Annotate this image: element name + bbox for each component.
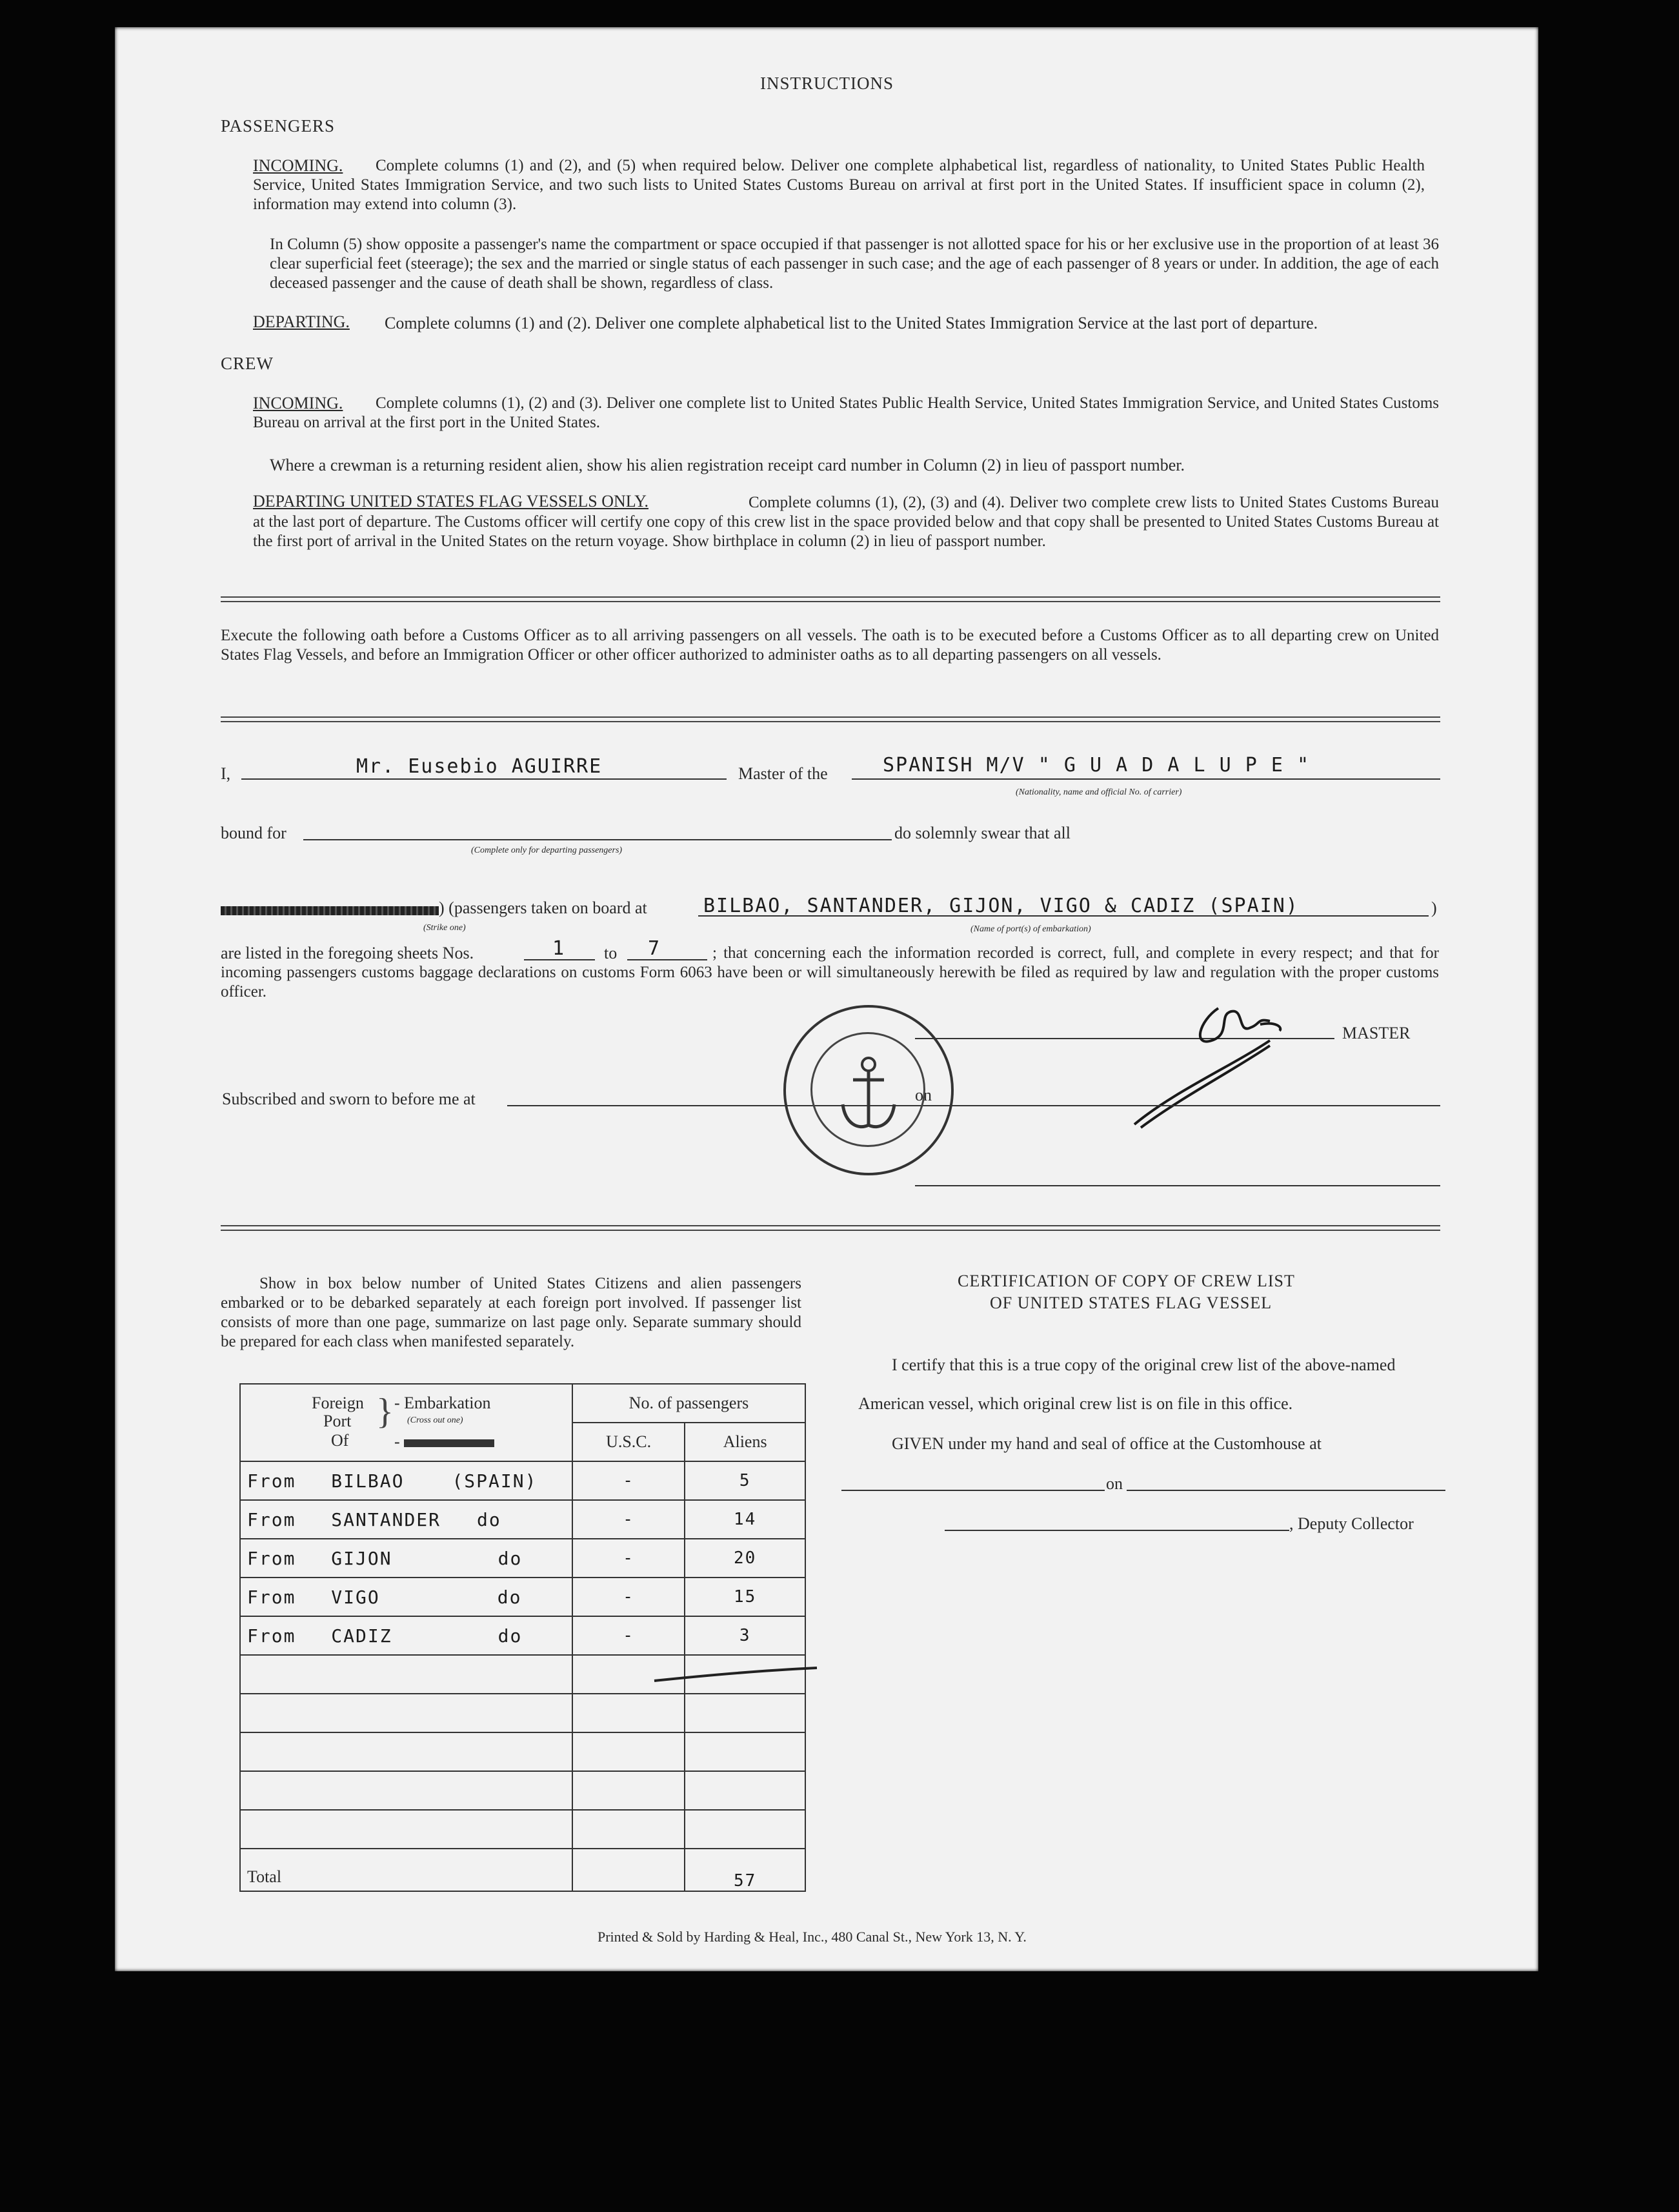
to-label: to <box>604 944 618 962</box>
passengers-incoming-label: INCOMING. <box>253 156 343 175</box>
summary-instructions: Show in box below number of United States Citizens and alien passengers embarked or to be debarked separately at each foreign port involved. If passenger list consists of more than one page, summarize on last page only. Separate summary should be prepared for each class when manifested separately. <box>221 1275 801 1350</box>
crew-incoming-text: Complete columns (1), (2) and (3). Deliver one complete list to United States Public Health Service, United States Immigration Service, and United States Customs Bureau on arrival at the first port in the United States. <box>253 394 1439 431</box>
no-passengers-header: No. of passengers <box>572 1384 805 1423</box>
officer-signature-line <box>915 1185 1440 1186</box>
master-label: MASTER <box>1342 1024 1411 1042</box>
certification-line-2: American vessel, which original crew list is on file in this office. <box>858 1394 1293 1413</box>
passenger-summary-table <box>239 1383 806 1892</box>
row-usc: - <box>572 1539 685 1578</box>
row-aliens: 20 <box>685 1539 805 1578</box>
row-from: From <box>247 1586 296 1608</box>
certification-port-line <box>841 1490 1105 1491</box>
certification-title-1: CERTIFICATION OF COPY OF CREW LIST <box>958 1272 1295 1290</box>
table-row <box>240 1616 805 1655</box>
ship-stamp <box>783 1005 954 1175</box>
correct-text: ; that concerning each the information recorded is correct, full, and complete in every respect; and that for incoming passengers customs baggage declarations on customs Form 6063 have been or will simultaneously herewith be filed as required by law and regulation with the proper customs officer. <box>221 944 1439 1000</box>
row-aliens: 3 <box>685 1616 805 1655</box>
total-label: Total <box>240 1849 572 1891</box>
usc-header: U.S.C. <box>572 1423 685 1461</box>
header-cross-out: (Cross out one) <box>407 1415 463 1425</box>
master-of-label: Master of the <box>738 764 828 783</box>
ports-of-embarkation: BILBAO, SANTANDER, GIJON, VIGO & CADIZ (SPAIN) <box>703 895 1299 917</box>
row-from: From <box>247 1470 296 1492</box>
certification-title-2: OF UNITED STATES FLAG VESSEL <box>990 1294 1272 1312</box>
bound-caption: (Complete only for departing passengers) <box>471 846 623 855</box>
empty-row <box>240 1694 805 1732</box>
row-from: From <box>247 1508 296 1530</box>
swear-text: do solemnly swear that all <box>894 824 1071 842</box>
close-paren: ) <box>1431 898 1437 917</box>
certification-line-3: GIVEN under my hand and seal of office at the Customhouse at <box>892 1434 1322 1453</box>
oath-intro: Execute the following oath before a Customs Officer as to all arriving passengers on all vessels. The oath is to be executed before a Customs Officer as to all departing crew on United States Flag Vessels, and before an Immigration Officer or other officer authorized to administer oaths as to all departing passengers on all vessels. <box>221 627 1439 664</box>
crew-returning-text: Where a crewman is a returning resident alien, show his alien registration receipt card number in Column (2) in lieu of passport number. <box>270 456 1185 474</box>
row-port: CADIZ <box>331 1625 392 1647</box>
passengers-incoming-text: Complete columns (1) and (2), and (5) when required below. Deliver one complete alphabetical list, regardless of nationality, to United States Public Health Service, United States Immigration Service, and two such lists to United States Customs Bureau on arrival at first port in the United States. If insufficient space in column (2), information may extend into column (3). <box>253 157 1425 213</box>
row-from: From <box>247 1625 296 1647</box>
table-row <box>240 1539 805 1578</box>
bound-for-label: bound for <box>221 824 287 842</box>
empty-row <box>240 1810 805 1849</box>
row-aliens: 5 <box>685 1461 805 1500</box>
row-country: do <box>498 1625 523 1647</box>
divider <box>221 596 1440 602</box>
row-port: GIJON <box>331 1547 392 1569</box>
page-title: INSTRUCTIONS <box>760 74 894 93</box>
vessel-caption: (Nationality, name and official No. of carrier) <box>1016 787 1182 797</box>
divider <box>221 716 1440 722</box>
row-port: VIGO <box>331 1586 380 1608</box>
row-port: BILBAO <box>331 1470 405 1492</box>
empty-row <box>240 1732 805 1771</box>
row-country: (SPAIN) <box>452 1470 538 1492</box>
deputy-collector-label: , Deputy Collector <box>1289 1514 1414 1533</box>
row-country: do <box>497 1586 522 1608</box>
table-row <box>240 1500 805 1539</box>
certification-on-label: on <box>1106 1474 1123 1493</box>
subscribed-line <box>507 1105 1440 1106</box>
aliens-header: Aliens <box>685 1423 805 1461</box>
vessel-line <box>852 778 1440 780</box>
header-port: Port <box>323 1412 352 1430</box>
table-row <box>240 1578 805 1616</box>
header-foreign: Foreign <box>312 1394 364 1412</box>
passengers-column5-text: In Column (5) show opposite a passenger's name the compartment or space occupied if that passenger is not allotted space for his or her exclusive use in the proportion of at least 36 clear superficial feet (steerage); the sex and the married or single status of each passenger in such case; and the age of each passenger of 8 years or under. In addition, the age of each deceased passenger and the cause of death shall be shown, regardless of class. <box>270 236 1439 292</box>
row-country: do <box>498 1547 523 1569</box>
total-row <box>240 1849 805 1891</box>
table-row <box>240 1461 805 1500</box>
document-page <box>115 27 1538 1971</box>
listed-text: are listed in the foregoing sheets Nos. <box>221 944 474 962</box>
master-name: Mr. Eusebio AGUIRRE <box>356 755 603 778</box>
row-aliens: 14 <box>685 1500 805 1539</box>
row-usc: - <box>572 1500 685 1539</box>
passengers-heading: PASSENGERS <box>221 116 336 136</box>
crew-incoming-label: INCOMING. <box>253 394 343 412</box>
tally-stroke <box>652 1660 819 1686</box>
row-country: do <box>477 1508 501 1530</box>
on-label: on <box>915 1086 932 1104</box>
divider <box>221 1225 1440 1231</box>
passengers-taken-label: ) (passengers taken on board at <box>439 898 647 917</box>
brace-icon: } <box>376 1392 394 1432</box>
total-aliens: 57 <box>685 1849 805 1891</box>
empty-row <box>240 1771 805 1810</box>
row-usc: - <box>572 1616 685 1655</box>
master-name-line <box>241 778 727 780</box>
ports-caption: (Name of port(s) of embarkation) <box>970 924 1091 934</box>
crew-departing-text: Complete columns (1), (2), (3) and (4). Deliver two complete crew lists to United States Customs Bureau at the last port of departure. The Customs officer will certify one copy of this crew list in the space provided below and that copy shall be presented to United States Customs Bureau at the first port of arrival in the United States on the return voyage. Show birthplace in column (2) in lieu of passport number. <box>253 494 1439 550</box>
passengers-departing-text: Complete columns (1) and (2). Deliver one complete alphabetical list to the United States Immigration Service at the last port of departure. <box>385 314 1318 332</box>
row-port: SANTANDER <box>331 1508 441 1530</box>
certification-line-1: I certify that this is a true copy of the original crew list of the above-named <box>892 1355 1396 1374</box>
sheet-to: 7 <box>648 937 661 960</box>
i-label: I, <box>221 764 231 783</box>
master-signature-icon <box>1121 995 1296 1131</box>
struck-out-text <box>221 906 439 915</box>
struck-debarkation <box>404 1439 494 1447</box>
sheet-from: 1 <box>552 937 566 960</box>
row-usc: - <box>572 1461 685 1500</box>
ports-line <box>698 915 1429 917</box>
vessel-name: SPANISH M/V " G U A D A L U P E " <box>883 754 1311 776</box>
port-header-cell: Foreign Port Of } - Embarkation (Cross out one) - <box>240 1384 572 1461</box>
crew-departing-label: DEPARTING UNITED STATES FLAG VESSELS ONLY. <box>253 492 648 511</box>
passengers-departing-label: DEPARTING. <box>253 312 350 331</box>
printer-footer: Printed & Sold by Harding & Heal, Inc., 480 Canal St., New York 13, N. Y. <box>598 1929 1027 1945</box>
row-aliens: 15 <box>685 1578 805 1616</box>
bound-for-line <box>303 839 892 840</box>
deputy-signature-line <box>945 1530 1289 1531</box>
header-of: Of <box>331 1431 349 1450</box>
row-from: From <box>247 1547 296 1569</box>
strike-caption: (Strike one) <box>423 923 466 933</box>
header-embarkation: - Embarkation <box>394 1394 491 1412</box>
subscribed-label: Subscribed and sworn to before me at <box>222 1090 476 1108</box>
crew-heading: CREW <box>221 354 274 373</box>
anchor-icon <box>786 1008 951 1173</box>
certification-date-line <box>1127 1490 1445 1491</box>
row-usc: - <box>572 1578 685 1616</box>
